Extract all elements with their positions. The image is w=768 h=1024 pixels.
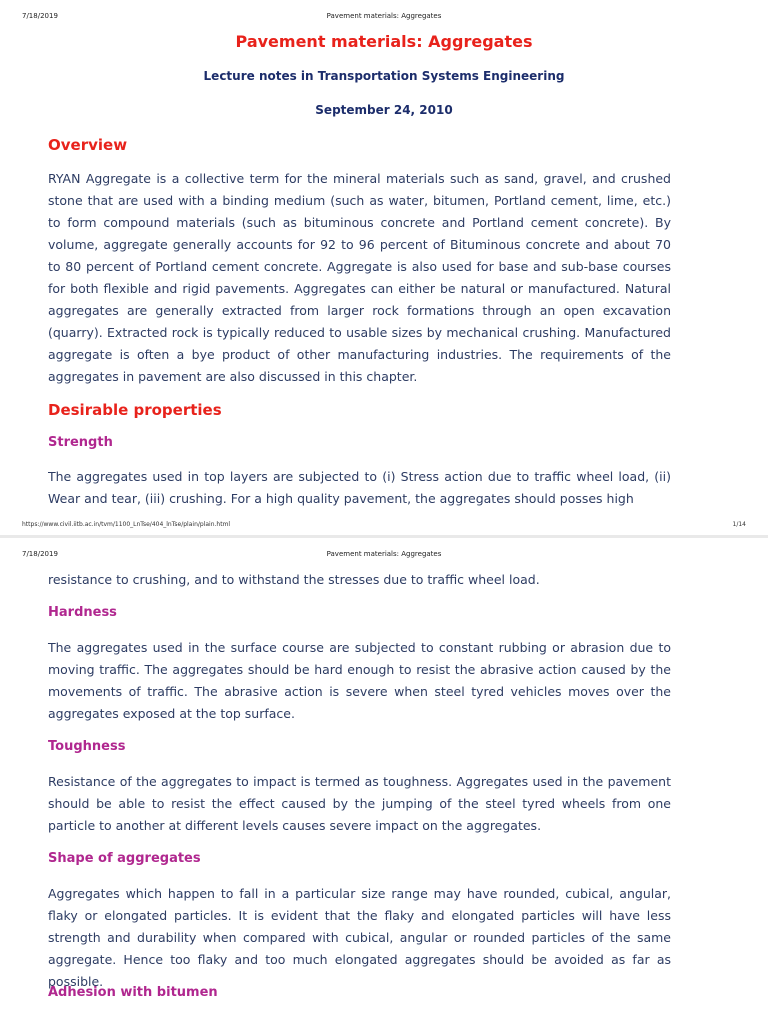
strength-paragraph-part2: resistance to crushing, and to withstand the stresses due to traffic wheel load.: [48, 572, 540, 587]
document-title: Pavement materials: Aggregates: [235, 32, 533, 51]
overview-paragraph: RYAN Aggregate is a collective term for the mineral materials such as sand, gravel, and crushed stone that are used with a binding medium (such as water, bitumen, Portland cement, lime, etc.) to form compound materials (such as bituminous concrete and Portland cement concrete). By volume, aggregate generally accounts for 92 to 96 percent of Bituminous concrete and about 70 to 80 percent of Portland cement concrete. Aggregate is also used for base and sub-base courses for both flexible and rigid pavements. Aggregates can either be natural or manufactured. Natural aggregates are generally extracted from larger rock formations through an open excavation (quarry). Extracted rock is typically reduced to usable sizes by mechanical crushing. Manufactured aggregate is often a bye product of other manufacturing industries. The requirements of the aggregates in pavement are also discussed in this chapter.: [48, 171, 671, 384]
print-header-date: 7/18/2019: [22, 12, 58, 20]
shape-paragraph: Aggregates which happen to fall in a particular size range may have rounded, cubical, angular, flaky or elongated particles. It is evident that the flaky and elongated particles will have less strength and durability when compared with cubical, angular or rounded particles of the same aggregate. Hence too flaky and too much elongated aggregates should be avoided as far as possible.: [48, 886, 671, 989]
print-footer-url: https://www.civil.iitb.ac.in/tvm/1100_LnTse/404_lnTse/plain/plain.html: [22, 521, 231, 528]
toughness-heading: Toughness: [48, 739, 126, 754]
hardness-heading: Hardness: [48, 605, 117, 620]
strength-paragraph-part1: The aggregates used in top layers are subjected to (i) Stress action due to traffic wheel load, (ii) Wear and tear, (iii) crushing. For a high quality pavement, the aggregates should posses high: [48, 469, 671, 506]
document-page-2: [0, 538, 768, 1024]
print-header-title: Pavement materials: Aggregates: [326, 550, 442, 558]
hardness-paragraph: The aggregates used in the surface course are subjected to constant rubbing or abrasion due to moving traffic. The aggregates should be hard enough to resist the abrasive action caused by the movements of traffic. The abrasive action is severe when steel tyred vehicles moves over the aggregates exposed at the top surface.: [48, 640, 671, 721]
document-subtitle: Lecture notes in Transportation Systems Engineering: [203, 69, 565, 83]
print-header-title: Pavement materials: Aggregates: [326, 12, 442, 20]
toughness-paragraph: Resistance of the aggregates to impact is termed as toughness. Aggregates used in the pavement should be able to resist the effect caused by the jumping of the steel tyred wheels from one particle to another at different levels causes severe impact on the aggregates.: [48, 774, 671, 833]
desirable-properties-heading: Desirable properties: [48, 401, 222, 419]
print-header-date: 7/18/2019: [22, 550, 58, 558]
shape-of-aggregates-heading: Shape of aggregates: [48, 851, 201, 866]
document-date: September 24, 2010: [315, 103, 453, 117]
overview-heading: Overview: [48, 136, 128, 154]
print-footer-page-number: 1/14: [732, 521, 746, 528]
adhesion-heading: Adhesion with bitumen: [48, 985, 218, 1000]
strength-heading: Strength: [48, 435, 113, 450]
